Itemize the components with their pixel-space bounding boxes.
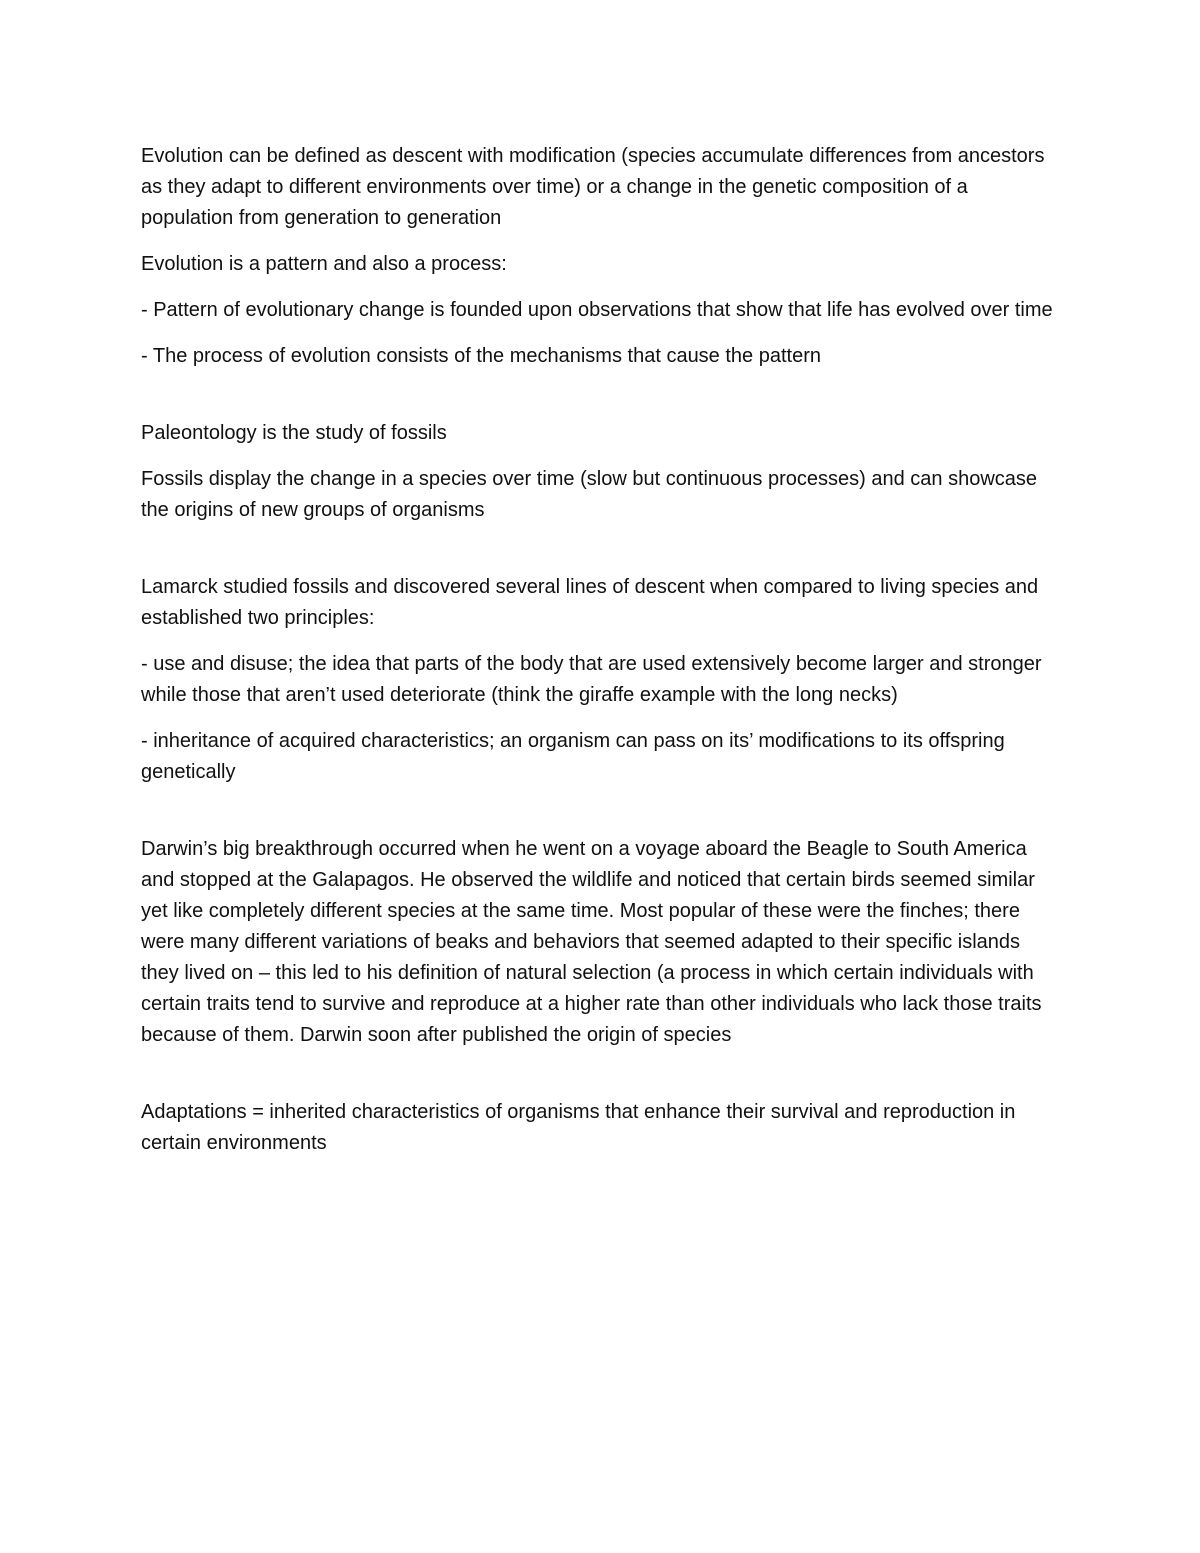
adaptations-paragraph: Adaptations = inherited characteristics of organisms that enhance their survival and reproduction in certain environments	[141, 1101, 1016, 1154]
blank-line	[141, 803, 1061, 834]
use-disuse-bullet: - use and disuse; the idea that parts of the body that are used extensively become larger and stronger while those that aren’t used deteriorate (think the giraffe example with the long necks)	[141, 653, 1042, 706]
fossils-paragraph: Fossils display the change in a species over time (slow but continuous processes) and can showcase the origins of new groups of organisms	[141, 468, 1038, 521]
evolution-definition-paragraph: Evolution can be defined as descent with modification (species accumulate differences from ancestors as they adapt to different environments over time) or a change in the genetic composition of a population from generation to generation	[141, 145, 1045, 229]
pattern-bullet: - Pattern of evolutionary change is founded upon observations that show that life has evolved over time	[141, 299, 1053, 321]
paleontology-paragraph: Paleontology is the study of fossils	[141, 422, 447, 444]
document-body	[141, 141, 1061, 1174]
process-bullet: - The process of evolution consists of the mechanisms that cause the pattern	[141, 345, 821, 367]
blank-line	[141, 541, 1061, 572]
darwin-paragraph: Darwin’s big breakthrough occurred when he went on a voyage aboard the Beagle to South America and stopped at the Galapagos. He observed the wildlife and noticed that certain birds seemed similar yet like completely different species at the same time. Most popular of these were the finches; there were many different variations of beaks and behaviors that seemed adapted to their specific islands they lived on – this led to his definition of natural selection (a process in which certain individuals with certain traits tend to survive and reproduce at a higher rate than other individuals who lack those traits because of them. Darwin soon after published the origin of species	[141, 838, 1042, 1046]
lamarck-paragraph: Lamarck studied fossils and discovered several lines of descent when compared to living species and established two principles:	[141, 576, 1039, 629]
evolution-pattern-process-paragraph: Evolution is a pattern and also a process:	[141, 253, 507, 275]
acquired-characteristics-bullet: - inheritance of acquired characteristics; an organism can pass on its’ modifications to its offspring genetically	[141, 730, 1005, 783]
blank-line	[141, 1066, 1061, 1097]
blank-line	[141, 387, 1061, 418]
